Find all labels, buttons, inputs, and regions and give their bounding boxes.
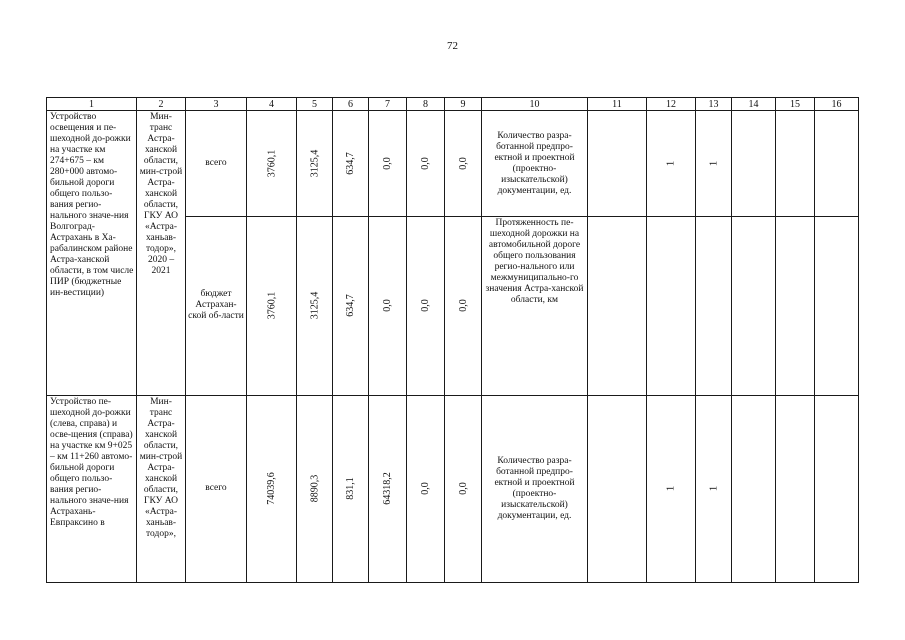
value-col7: 0,0 bbox=[369, 111, 407, 217]
value-col16 bbox=[815, 111, 859, 217]
indicator: Количество разра-ботанной предпро-ектной и проектной (проектно-изыскательской) документации, ед. bbox=[482, 395, 588, 582]
header-cell: 6 bbox=[333, 98, 369, 111]
value-col6: 634,7 bbox=[333, 111, 369, 217]
project-name: Устройство освещения и пе-шеходной до-рожки на участке км 274+675 – км 280+000 автомо-бильной дороги общего пользо-вания регио-нального значе-ния Волгоград-Астрахань в Ха-рабалинском районе Астра-ханской области, в том числе ПИР (бюджетные ин-вестиции) bbox=[47, 111, 137, 396]
value-col12: 1 bbox=[647, 111, 696, 217]
value-col13: 1 bbox=[696, 395, 732, 582]
value-col9: 0,0 bbox=[445, 111, 482, 217]
header-cell: 15 bbox=[776, 98, 815, 111]
value-col15 bbox=[776, 217, 815, 395]
header-cell: 1 bbox=[47, 98, 137, 111]
value-col9: 0,0 bbox=[445, 395, 482, 582]
funding-source: всего bbox=[186, 111, 247, 217]
executor: Мин-транс Астра-ханской области, мин-строй Астра-ханской области, ГКУ АО «Астра-ханьав-тодор», 2020 – 2021 bbox=[137, 111, 186, 396]
header-cell: 13 bbox=[696, 98, 732, 111]
value-col5: 3125,4 bbox=[297, 217, 333, 395]
value-col11 bbox=[588, 395, 647, 582]
funding-source: всего bbox=[186, 395, 247, 582]
value-col16 bbox=[815, 395, 859, 582]
value-col4: 3760,1 bbox=[247, 111, 297, 217]
value-col13: 1 bbox=[696, 111, 732, 217]
value-col12 bbox=[647, 217, 696, 395]
value-col13 bbox=[696, 217, 732, 395]
budget-table bbox=[46, 97, 859, 583]
value-col8: 0,0 bbox=[407, 217, 445, 395]
executor: Мин-транс Астра-ханской области, мин-строй Астра-ханской области, ГКУ АО «Астра-ханьав-тодор», bbox=[137, 395, 186, 582]
value-col4: 3760,1 bbox=[247, 217, 297, 395]
value-col6: 831,1 bbox=[333, 395, 369, 582]
value-col14 bbox=[732, 395, 776, 582]
header-cell: 9 bbox=[445, 98, 482, 111]
value-col5: 3125,4 bbox=[297, 111, 333, 217]
header-cell: 12 bbox=[647, 98, 696, 111]
value-col14 bbox=[732, 217, 776, 395]
header-cell: 5 bbox=[297, 98, 333, 111]
table-row bbox=[47, 395, 859, 582]
funding-source: бюджет Астрахан-ской об-ласти bbox=[186, 217, 247, 395]
value-col16 bbox=[815, 217, 859, 395]
header-cell: 10 bbox=[482, 98, 588, 111]
value-col11 bbox=[588, 217, 647, 395]
value-col12: 1 bbox=[647, 395, 696, 582]
value-col15 bbox=[776, 111, 815, 217]
header-cell: 16 bbox=[815, 98, 859, 111]
value-col8: 0,0 bbox=[407, 395, 445, 582]
value-col15 bbox=[776, 395, 815, 582]
indicator: Протяженность пе-шеходной дорожки на автомобильной дороге общего пользования регио-нального или межмуниципально-го значения Астра-ханской области, км bbox=[482, 217, 588, 395]
value-col5: 8890,3 bbox=[297, 395, 333, 582]
value-col9: 0,0 bbox=[445, 217, 482, 395]
header-cell: 8 bbox=[407, 98, 445, 111]
header-cell: 7 bbox=[369, 98, 407, 111]
value-col14 bbox=[732, 111, 776, 217]
table-row bbox=[47, 111, 859, 217]
header-cell: 14 bbox=[732, 98, 776, 111]
value-col11 bbox=[588, 111, 647, 217]
indicator: Количество разра-ботанной предпро-ектной и проектной (проектно-изыскательской) документации, ед. bbox=[482, 111, 588, 217]
value-col7: 0,0 bbox=[369, 217, 407, 395]
header-cell: 11 bbox=[588, 98, 647, 111]
header-cell: 4 bbox=[247, 98, 297, 111]
header-cell: 3 bbox=[186, 98, 247, 111]
project-name: Устройство пе-шеходной до-рожки (слева, справа) и осве-щения (справа) на участке км 9+025 – км 11+260 автомо-бильной дороги общего пользо-вания регио-нального значе-ния Астрахань-Евпраксино в bbox=[47, 395, 137, 582]
header-cell: 2 bbox=[137, 98, 186, 111]
value-col6: 634,7 bbox=[333, 217, 369, 395]
value-col7: 64318,2 bbox=[369, 395, 407, 582]
value-col8: 0,0 bbox=[407, 111, 445, 217]
value-col4: 74039,6 bbox=[247, 395, 297, 582]
header-row bbox=[47, 98, 859, 111]
page-number: 72 bbox=[447, 40, 458, 52]
